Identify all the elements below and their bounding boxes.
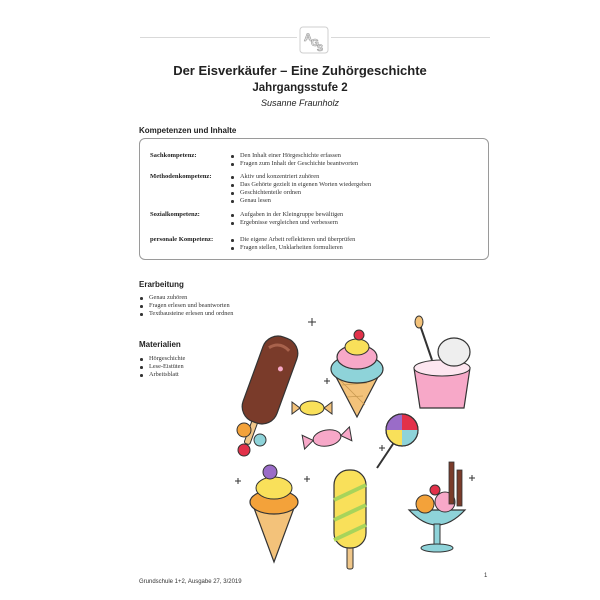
materialien-heading: Materialien: [139, 340, 181, 349]
page-title: Der Eisverkäufer – Eine Zuhörgeschichte: [173, 63, 427, 78]
list-item: Genau zuhören: [139, 294, 233, 302]
list-item: Fragen erlesen und beantworten: [139, 302, 233, 310]
list-item: Hörgeschichte: [139, 355, 185, 363]
list-item: Arbeitsblatt: [139, 371, 185, 379]
ice-cream-illustration: [232, 300, 492, 570]
competences-box: [139, 138, 489, 260]
list-item: Aufgaben in der Kleingruppe bewältigen: [230, 211, 343, 219]
author-name: Susanne Fraunholz: [260, 98, 340, 108]
competence-label: Sachkompetenz:: [150, 152, 197, 159]
competence-list: [230, 173, 371, 205]
grade-level: Jahrgangsstufe 2: [252, 82, 348, 94]
competences-heading: Kompetenzen und Inhalte: [139, 126, 237, 135]
competence-list: [230, 152, 358, 168]
materialien-list: [139, 355, 185, 379]
svg-text:A: A: [304, 32, 312, 44]
list-item: Fragen stellen, Unklarheiten formulieren: [230, 244, 355, 252]
list-item: Das Gehörte gezielt in eigenen Worten wiedergeben: [230, 181, 371, 189]
competence-list: [230, 236, 355, 252]
page-number: 1: [484, 573, 488, 579]
list-item: Textbausteine erlesen und ordnen: [139, 310, 233, 318]
svg-text:G: G: [311, 38, 319, 49]
list-item: Lese-Eistüten: [139, 363, 185, 371]
footer-source: Grundschule 1+2, Ausgabe 27, 3/2019: [139, 579, 242, 585]
list-item: Genau lesen: [230, 197, 371, 205]
list-item: Den Inhalt einer Hörgeschichte erfassen: [230, 152, 358, 160]
list-item: Ergebnisse vergleichen und verbessern: [230, 219, 343, 227]
competence-label: Methodenkompetenz:: [150, 173, 212, 180]
svg-text:S: S: [317, 43, 324, 53]
list-item: Die eigene Arbeit reflektieren und überprüfen: [230, 236, 355, 244]
erarbeitung-heading: Erarbeitung: [139, 280, 184, 289]
list-item: Aktiv und konzentriert zuhören: [230, 173, 371, 181]
list-item: Geschichtenteile ordnen: [230, 189, 371, 197]
competence-list: [230, 211, 343, 227]
ags-logo-icon: [297, 24, 331, 56]
list-item: Fragen zum Inhalt der Geschichte beantworten: [230, 160, 358, 168]
erarbeitung-list: [139, 294, 233, 318]
competence-label: Sozialkompetenz:: [150, 211, 200, 218]
competence-label: personale Kompetenz:: [150, 236, 214, 243]
